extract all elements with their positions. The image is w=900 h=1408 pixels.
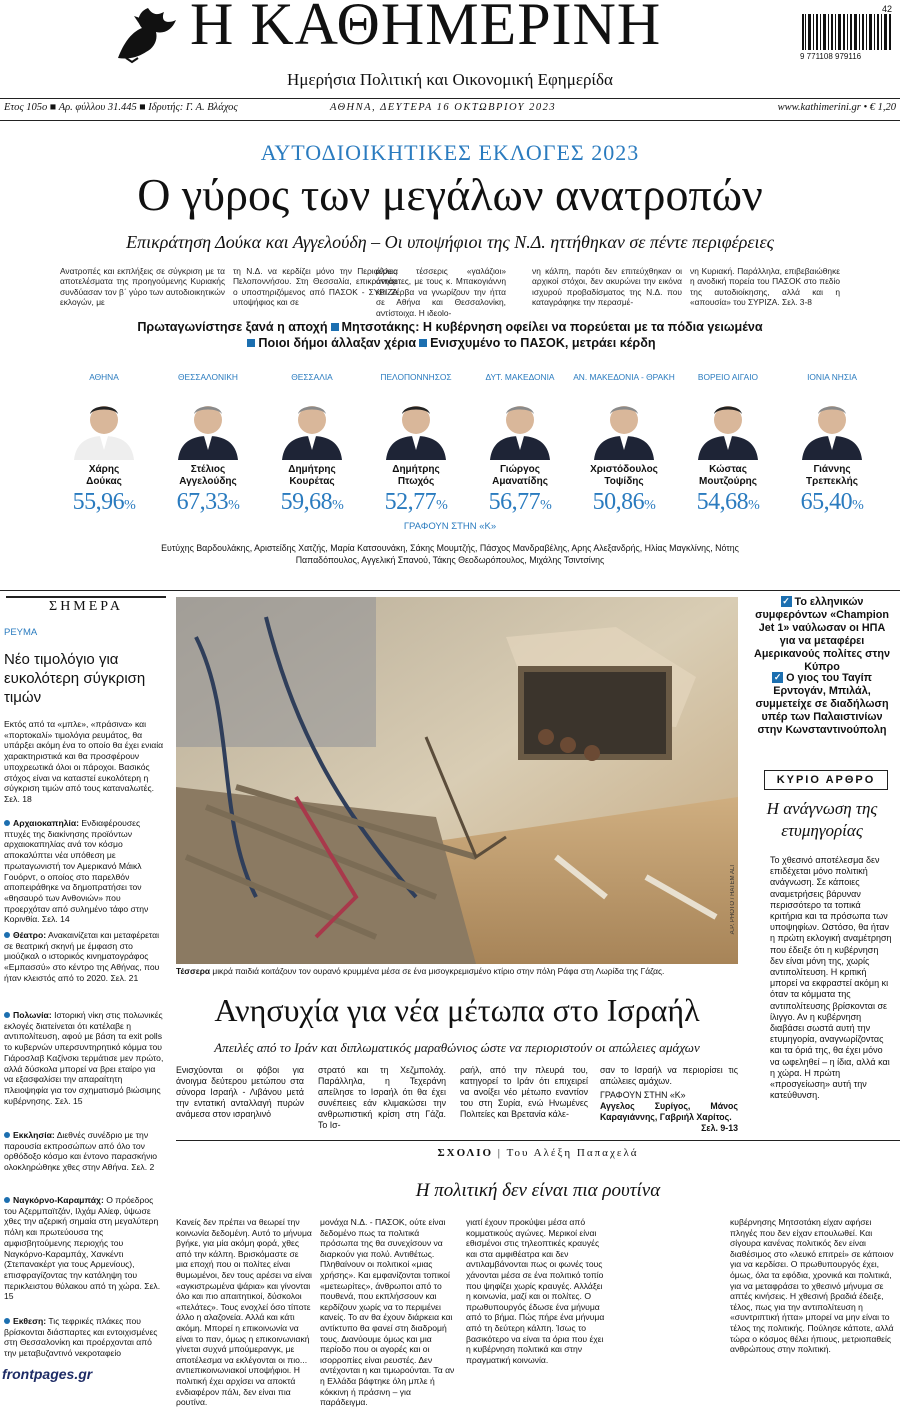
candidate-first-name: Δημήτρης xyxy=(288,464,336,475)
candidate-last-name: Τοψίδης xyxy=(604,475,644,487)
candidate-portrait xyxy=(272,398,352,460)
candidate-portrait xyxy=(792,398,872,460)
brief-title: Ναγκόρνο-Καραμπάχ: xyxy=(13,1195,104,1205)
israel-byline-head: ΓΡΑΦΟΥΝ ΣΤΗΝ «Κ» xyxy=(600,1090,686,1100)
barcode-issue: 42 xyxy=(881,4,892,14)
candidate-region: ΠΕΛΟΠΟΝΝΗΣΟΣ xyxy=(380,372,452,382)
writers-names: Ευτύχης Βαρδουλάκης, Αριστείδης Χατζής, Μαρία Κατσουνάκη, Σάκης Μουμτζής, Πάσχος Μανδραβέλης, Αρης Αλεξανδρής, Ηλίας Μαγκλίνης, Νότης Παπαδόπουλος, Αγγελική Σπανού, Τάκης Θεοδωρόπουλος, Μιχάλης Τσιντσίνης xyxy=(161,543,739,565)
candidate-portrait xyxy=(688,398,768,460)
masthead xyxy=(0,0,900,96)
lede-col-3: άλλες τέσσερις «γαλάζιοι» αντάρτες, με τους κ. Μπακογιάννη και Ζέρβα να γνωρίζουν την ήττα σε Αθήνα και Θεσσαλονίκη, αντίστοιχα. Η ιδεοlo- xyxy=(376,266,506,318)
candidate-card xyxy=(468,372,572,516)
brief-title: Εκθεση: xyxy=(13,1316,47,1326)
editorial-body: Το χθεσινό αποτέλεσμα δεν επιδέχεται μόνο πολιτική ανάγνωση. Σε κάποιες αναμετρήσεις βάρυναν περισσότερο τα τοπικά κριτήρια και τα πρόσωπα των υποψηφίων. Ωστόσο, θα ήταν η πρώτη εκλογική αναμέτρηση που έδειξε ότι η κυβέρνηση δεν είναι μόνη της, χωρίς αντιπολίτευση. Η κριτική μπορεί να εκφραστεί ακόμη κι όταν τα κόμματα της αντιπολίτευσης βρίσκονται σε ίλιγγο. Αν η κυβέρνηση διαβάσει σωστά αυτή την ετυμηγορία, αναγνωρίζοντας και τα όριά της, θα έχει μόνο να ωφεληθεί – η ίδια, αλλά και η χώρα. Η πρώτη «προσγείωση» αυτή την κατεύθυνση. xyxy=(770,855,892,1101)
dateline xyxy=(0,102,900,118)
israel-col-3: ραήλ, από την πλευρά του, κατηγορεί το Ιράν ότι επιχειρεί να ανοίξει νέο μέτωπο εναντίον του στη Συρία, ενώ Ηνωμένες Πολιτείες και Βρετανία κάλε- xyxy=(460,1065,588,1119)
israel-col-2: στρατό και τη Χεζμπολάχ. Παράλληλα, η Τεχεράνη απείλησε το Ισραήλ ότι θα έχει συνέπειες εάν κλιμακώσει την ανθρωπιστική κρίση στη Γάζα. Το Ισ- xyxy=(318,1065,446,1130)
newspaper-subtitle: Ημερήσια Πολιτική και Οικονομική Εφημερίδα xyxy=(287,70,613,89)
candidate-last-name: Αγγελούδης xyxy=(179,475,237,487)
brief-item[interactable] xyxy=(4,930,166,984)
candidate-first-name: Γιάννης xyxy=(813,464,851,475)
comment-label: ΣΧΟΛΙΟ | Του Αλέξη Παπαχελά xyxy=(437,1147,639,1159)
candidate-first-name: Κώστας xyxy=(709,464,747,475)
brief-title: Θέατρο: xyxy=(13,930,47,940)
brief-text: Τις τεφρικές πλάκες που βρίσκονται διάσπαρτες και εντοιχισμένες στη Θεσσαλονίκη και προέρχονται από την μεταβυζαντινό νεκροταφείο xyxy=(4,1316,158,1359)
today-body: Εκτός από τα «μπλε», «πράσινα» και «πορτοκαλί» τιμολόγια ρευμάτος, θα υπάρξει ακόμη ένα το οποίο θα έχει ενιαία χαρακτηριστικά και θα προσφέρουν υποχρεωτικά όλοι οι πάροχοι. Βασικός στόχος είναι να καταστεί ευκολότερη η σύγκριση τιμών από τους καταναλωτές. Σελ. 18 xyxy=(4,719,164,804)
candidate-card xyxy=(156,372,260,516)
candidate-card xyxy=(52,372,156,516)
comment-col-4: κυβέρνησης Μητσοτάκη είχαν αφήσει πληγές που δεν είχαν επουλωθεί. Και σίγουρα κανένας πολιτικός δεν είναι διαθέσιμος στο «λευκό επιτρεί» σε κάποιον για να κερδίσει. Ο πρωθυπουργός έχει, όμως, όλα τα εφόδια, χρονικά και πολιτικά, για να μεταφράσει το χθεσινό μήνυμα σε απτές κινήσεις. Η χθεσινή βραδιά έδειξε, τέλος, πως για την αντιπολίτευση η «συντριπτική ήττα» μπορεί να μην είναι το τέλος της πολιτικής. Πούλησε κάποτε, αλλά τώρα ο κόσμος θέλει ήπιους, μετριοπαθείς ανθρώπους στην πολιτική. xyxy=(730,1217,894,1355)
lead-links-2 xyxy=(0,336,900,350)
bullet-icon xyxy=(4,820,10,826)
candidate-first-name: Δημήτρης xyxy=(392,464,440,475)
israel-page: Σελ. 9-13 xyxy=(701,1123,738,1133)
candidate-portrait xyxy=(584,398,664,460)
candidate-card xyxy=(676,372,780,516)
brief-title: Αρχαιοκαπηλία: xyxy=(13,818,80,828)
brief-champion-jet[interactable]: ✓ Το ελληνικών συμφερόντων «Champion Jet 1» ναύλωσαν οι ΗΠΑ για να μεταφέρει Αμερικανούς πολίτες στην Κύπρο xyxy=(754,596,890,673)
candidate-percentage: 56,77% xyxy=(488,489,552,515)
bullet-icon xyxy=(4,1318,10,1324)
candidate-last-name: Πτωχός xyxy=(397,475,435,487)
barcode-number: 9 771108 979116 xyxy=(800,52,862,61)
date: ΑΘΗΝΑ, ΔΕΥΤΕΡΑ 16 ΟΚΤΩΒΡΙΟΥ 2023 xyxy=(330,102,557,113)
candidate-region: ΔΥΤ. ΜΑΚΕΔΟΝΙΑ xyxy=(485,372,555,382)
candidate-portrait xyxy=(64,398,144,460)
candidate-percentage: 65,40% xyxy=(800,489,864,515)
square-bullet-icon xyxy=(331,323,339,331)
brief-text: Ενδιαφέρουσες πτυχές της διακίνησης προϊόντων αρχαιοκαπηλίας ανά τον κόσμο αποκαλύπτει νέα υπόθεση με πρωταγωνιστή τον Αμερικανό Μάικλ Γουόρντ, ο οποίος στο παρελθόν αποπειράθηκε να δημοπρατήσει τον «θησαυρό των Ανθονιών» που προερχόταν από συλημένο τάφο στην Κορινθία. Σελ. 14 xyxy=(4,818,149,925)
candidate-region: ΘΕΣΣΑΛΙΑ xyxy=(291,372,333,382)
caption-text: μικρά παιδιά κοιτάζουν τον ουρανό κρυμμένα μέσα σε ένα μισογκρεμισμένο κτίριο στην πόλη Ράφα στη Λωρίδα της Γάζας. xyxy=(210,966,665,976)
photo-caption xyxy=(176,966,738,976)
candidate-first-name: Γιώργος xyxy=(500,464,540,475)
brief-text: Διεθνές συνέδριο με την παρουσία εκπροσώπων από όλο τον ορθόδοξο κόσμο και έντονο παρασκήνιο ολοκληρώθηκε χθες στην Αθήνα. Σελ. 2 xyxy=(4,1130,158,1173)
griffin-logo-icon xyxy=(112,2,182,64)
comment-col-3: γιατί έχουν προκύψει μέσα από κομματικούς αγώνες. Μερικοί είναι εθισμένοι στις τηλεοπτικές κραυγές και στα αμφιθέατρα και δεν αντιλαμβάνονται πως οι φωνές τους χάνονται μέσα σε ένα πολιτικό τοπίο που ψηφίζει χωρίς κραυγές. Αλλάξει η κοινωνία, μαζί και οι πολίτες. Ο πρωθυπουργός έδωσε ένα μήνυμα από το βήμα. Πώς πήρε ένα μήνυμα από τη δεύτερη κάλπη. Ίσως το βασικότερο να είναι τα όρια που έχει η κυβέρνηση πολιτικά και στην πραγματική κοινωνία. xyxy=(466,1217,605,1365)
website-price: www.kathimerini.gr • € 1,20 xyxy=(777,102,896,113)
candidate-last-name: Αμανατίδης xyxy=(492,475,548,487)
barcode-bars-icon xyxy=(800,14,892,50)
candidate-region: ΙΟΝΙΑ ΝΗΣΙΑ xyxy=(807,372,857,382)
candidate-last-name: Τρεπεκλής xyxy=(806,475,858,487)
square-bullet-icon xyxy=(247,339,255,347)
comment-title: Η πολιτική δεν είναι πια ρουτίνα xyxy=(415,1180,661,1201)
candidate-percentage: 59,68% xyxy=(280,489,344,515)
today-heading: ΣΗΜΕΡΑ xyxy=(6,596,166,616)
candidate-last-name: Δούκας xyxy=(86,475,122,487)
brief-title: Πολωνία: xyxy=(13,1010,52,1020)
candidate-portrait xyxy=(168,398,248,460)
lead-headline: Ο γύρος των μεγάλων ανατροπών xyxy=(137,169,763,220)
lead-links-1 xyxy=(0,320,900,334)
candidate-percentage: 52,77% xyxy=(384,489,448,515)
candidate-region: ΒΟΡΕΙΟ ΑΙΓΑΙΟ xyxy=(697,372,759,382)
check-icon: ✓ xyxy=(782,596,790,606)
candidate-region: ΑΝ. ΜΑΚΕΔΟΝΙΑ - ΘΡΑΚΗ xyxy=(573,372,675,382)
candidate-percentage: 54,68% xyxy=(696,489,760,515)
lede-col-5: νη Κυριακή. Παράλληλα, επιβεβαιώθηκε η ανοδική πορεία του ΠΑΣΟΚ στο πεδίο της αυτοδιοίκησης, αλλά και η «απουσία» του ΣΥΡΙΖΑ. Σελ. 3-8 xyxy=(690,266,840,308)
bullet-icon xyxy=(4,1132,10,1138)
candidate-percentage: 67,33% xyxy=(176,489,240,515)
year-issue: Ετος 105ο ■ Αρ. φύλλου 31.445 ■ Ιδρυτής: Γ. Α. Βλάχος xyxy=(4,102,238,113)
israel-col-4 xyxy=(600,1065,738,1134)
lede-col-1: Ανατροπές και εκπλήξεις σε σύγκριση με τα αποτελέσματα της προηγούμενης Κυριακής συνδύασαν τον β΄ γύρο των αυτοδιοικητικών εκλογών, με xyxy=(60,266,225,308)
brief-text: Ο πρόεδρος του Αζερμπαϊτζάν, Ιλχάμ Αλίεφ, ύψωσε χθες την αζερική σημαία στη μεγαλύτερη πόλη και πρωτεύουσα της αμφισβητούμενης περιοχής του Ναγκόρνο-Καραμπάχ, Χανκέντι (Στεπανακέρτ για τους Αρμενίους), επισφραγίζοντας την κατάληψη του περικλειστου θύλακου από τη χώρα. Σελ. 15 xyxy=(4,1195,161,1302)
candidate-region: ΑΘΗΝΑ xyxy=(89,372,119,382)
brief-erdogan-son[interactable]: ✓ Ο γιος του Ταγίπ Ερντογάν, Μπιλάλ, συμμετείχε σε διαδήλωση υπέρ των Παλαιστινίων στην Κωνσταντινούπολη xyxy=(755,672,889,736)
photo-credit: A.P. PHOTO / HATEM ALI xyxy=(730,864,736,934)
candidate-percentage: 50,86% xyxy=(592,489,656,515)
candidate-first-name: Στέλιος xyxy=(190,464,226,475)
link-municipalities[interactable]: Ποιοι δήμοι άλλαξαν χέρια xyxy=(258,336,417,350)
israel-col-1: Ενισχύονται οι φόβοι για άνοιγμα δεύτερου μετώπου στα σύνορα Ισραήλ - Λιβάνου μετά την εντατική ανταλλαγή πυρών ανάμεσα στον ισραηλινό xyxy=(176,1065,304,1119)
lede-col-4: νη κάλπη, παρότι δεν επιτεύχθηκαν οι αρχικοί στόχοι, δεν ακυρώνει την εικόνα ισχυρού προβαδίσματος της Ν.Δ. που καταγράφηκε την περασμέ- xyxy=(532,266,682,308)
square-bullet-icon xyxy=(419,339,427,347)
israel-col-4-text: σαν το Ισραήλ να περιορίσει τις απώλειες αμάχων. xyxy=(600,1065,738,1086)
bullet-icon xyxy=(4,1012,10,1018)
candidate-card xyxy=(260,372,364,516)
israel-subhead: Απειλές από το Ιράν και διπλωματικός μαραθώνιος ώστε να περιοριστούν οι απώλειες αμάχων xyxy=(214,1040,700,1055)
link-pasok[interactable]: Ενισχυμένο το ΠΑΣΟΚ, μετράει κέρδη xyxy=(430,336,656,350)
lede-col-2: τη Ν.Δ. να κερδίζει μόνο την Περιφέρεια Πελοποννήσου. Στη Θεσσαλία, επικράτησε ο υποστηριζόμενος από ΠΑΣΟΚ - ΣΥΡΙΖΑ υποψήφιος και σε xyxy=(233,266,398,308)
editorial-label: ΚΥΡΙΟ ΑΡΘΡΟ xyxy=(764,770,888,790)
watermark: frontpages.gr xyxy=(2,1366,93,1382)
candidate-first-name: Χάρης xyxy=(88,464,120,475)
israel-headline: Ανησυχία για νέα μέτωπα στο Ισραήλ xyxy=(214,992,700,1028)
caption-lead: Τέσσερα xyxy=(176,966,211,976)
brief-text: Ιστορική νίκη στις πολωνικές εκλογές διατείνεται ότι κατέλαβε η αντιπολίτευση, αφού με βάση τα exit polls το κυβερνών υπερσυντηρητικό κόμμα του Γιάροσλαβ Καζίνσκι τερμάτισε μεν πρώτο, αλλά δύσκολα μπορεί να βρει εταίρο για να εξασφαλίσει την απαραίτητη πλειοψηφία για τον σχηματισμό βιώσιμης κυβέρνησης. Σελ. 15 xyxy=(4,1010,164,1106)
candidate-card xyxy=(572,372,676,516)
comment-col-1: Κανείς δεν πρέπει να θεωρεί την κοινωνία δεδομένη. Αυτό το μήνυμα βγήκε, για μία ακόμη φορά, χθες από την κάλπη. Βρισκόμαστε σε μια εποχή που οι πολίτες είναι θυμωμένοι, δεν τους αρέσει να είναι «αγκιστρωμένα ψάρια» και γίνονται όλο και πιο απαιτητικοί, δύσκολοι «πελάτες». Τους ενοχλεί όσο τίποτε άλλο η αλαζονεία. Αλλά και κάτι ακόμη. Μπορεί η επικοινωνία να είναι το παν, όμως η επικοινωνιακή γίνεται συχνά μπούμερανγκ, με αποτέλεσμα να εκλέγονται οι πιο... αντιεπικοινωνιακοί υποψήφιοι. Η πολιτική έχει αρχίσει να αποκτά ενδιαφέρον πάλι, δεν είναι πια ρουτίνα. xyxy=(176,1217,312,1408)
bullet-icon xyxy=(4,932,10,938)
comment-col-2: μονάχα Ν.Δ. - ΠΑΣΟΚ, ούτε είναι δεδομένο πως τα πολιτικά πρόσωπα της θα συνεχίσουν να διαρκούν για πολύ. Αντιθέτως. Πληθαίνουν οι πολιτικοί «μιας χρήσης». Και εμφανίζονται τοπικοί «μετεωρίτες», άνθρωποι από το πουθενά, που εκπλήσσουν και κερδίζουν χωρίς να το περιμένει κανείς. Το αν θα έχουν διάρκεια και αντίκτυπο θα φανεί στη διαδρομή τους. Διανύουμε όμως και μια περίοδο που οι αγορές και οι ισορροπίες είναι ρευστές. Δεν αντέχονται η και τιμωρούνται. Τα αν η Ελλάδα βάφτηκε όλη μπλε ή κόκκινη ή πράσινη – για παράδειγμα. xyxy=(320,1217,455,1408)
editorial-title: Η ανάγνωση της ετυμηγορίας xyxy=(766,799,878,840)
lead-subhead: Επικράτηση Δούκα και Αγγελούδη – Οι υποψήφιοι της Ν.Δ. ηττήθηκαν σε πέντε περιφέρειες xyxy=(126,232,774,252)
writers-heading: ΓΡΑΦΟΥΝ ΣΤΗΝ «Κ» xyxy=(403,521,497,532)
check-icon: ✓ xyxy=(773,672,782,682)
candidate-percentage: 55,96% xyxy=(72,489,136,515)
candidate-portrait xyxy=(376,398,456,460)
candidate-first-name: Χριστόδουλος xyxy=(590,464,658,475)
brief-item[interactable] xyxy=(4,1195,166,1302)
brief-title: Εκκλησία: xyxy=(13,1130,55,1140)
brief-item[interactable] xyxy=(4,1130,166,1173)
brief-item[interactable] xyxy=(4,1010,166,1106)
link-mitsotakis[interactable]: Μητσοτάκης: Η κυβέρνηση οφείλει να πορεύεται με τα πόδια γειωμένα xyxy=(341,320,763,334)
lead-kicker: ΑΥΤΟΔΙΟΙΚΗΤΙΚΕΣ ΕΚΛΟΓΕΣ 2023 xyxy=(260,140,640,165)
barcode xyxy=(800,4,896,64)
candidate-last-name: Κουρέτας xyxy=(289,475,335,487)
candidate-region: ΘΕΣΣΑΛΟΝΙΚΗ xyxy=(178,372,238,382)
israel-byline: Αγγελος Συρίγος, Μάνος Καραγιάννης, Γαβριήλ Χαρίτος. xyxy=(600,1101,738,1122)
link-abstention[interactable]: Πρωταγωνίστησε ξανά η αποχή xyxy=(137,320,328,334)
gaza-photo xyxy=(176,597,738,964)
brief-text: Ανακαινίζεται και μεταφέρεται σε θεατρική σκηνή με έμφαση στο μιούζικαλ ο ιστορικός κινηματογράφος «Εμπασσύ» στο κέντρο της Αθήνας, που ήταν κλειστός από το 2020. Σελ. 21 xyxy=(4,930,160,983)
candidate-portrait xyxy=(480,398,560,460)
today-title: Νέο τιμολόγιο για ευκολότερη σύγκριση τιμών xyxy=(4,651,146,706)
today-tag: ΡΕΥΜΑ xyxy=(4,627,38,638)
candidate-card xyxy=(364,372,468,516)
newspaper-title: Η ΚΑΘΗΜΕΡΙΝΗ xyxy=(190,0,662,57)
bullet-icon xyxy=(4,1197,10,1203)
candidate-last-name: Μουτζούρης xyxy=(699,475,757,487)
candidate-card xyxy=(780,372,884,516)
brief-item[interactable] xyxy=(4,818,166,925)
